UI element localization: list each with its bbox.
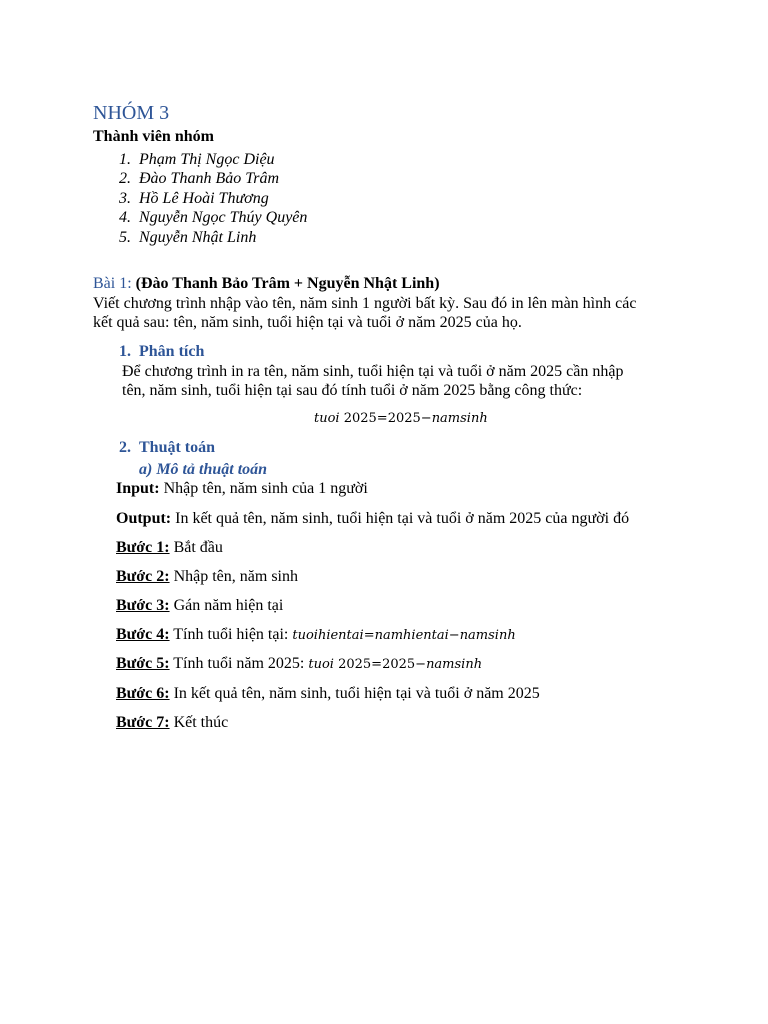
member-name: Phạm Thị Ngọc Diệu — [139, 151, 275, 168]
member-number: 3. — [119, 190, 131, 207]
formula-current-age: tuoihientai=namhientai−namsinh — [292, 628, 516, 643]
step-text: Kết thúc — [169, 714, 229, 731]
exercise-heading — [93, 274, 440, 294]
member-item — [107, 208, 307, 228]
member-number: 5. — [119, 229, 131, 246]
member-name: Đào Thanh Bảo Trâm — [139, 170, 280, 187]
section-heading-algorithm — [107, 438, 215, 458]
step-text: Tính tuổi năm 2025: — [169, 655, 309, 672]
formula-age-2025-inline: tuoi 2025=2025−namsinh — [308, 657, 483, 672]
step-item — [116, 567, 298, 587]
member-item — [107, 228, 256, 248]
group-title: NHÓM 3 — [93, 102, 170, 124]
step-text: Bắt đầu — [169, 539, 223, 556]
member-item — [107, 169, 279, 189]
exercise-description-line: Viết chương trình nhập vào tên, năm sinh 1 người bất kỳ. Sau đó in lên màn hình các — [93, 295, 637, 312]
member-item — [107, 150, 275, 170]
exercise-label: Bài 1: — [93, 275, 132, 292]
member-number: 4. — [119, 209, 131, 226]
step-item — [116, 713, 228, 733]
exercise-authors: (Đào Thanh Bảo Trâm + Nguyễn Nhật Linh) — [135, 275, 440, 292]
step-label: Bước 5: — [116, 655, 170, 672]
analysis-text-line: tên, năm sinh, tuổi hiện tại sau đó tính tuổi ở năm 2025 bằng công thức: — [122, 382, 583, 399]
section-number: 2. — [119, 439, 131, 456]
step-item — [116, 625, 516, 646]
output-line: Output: In kết quả tên, năm sinh, tuổi hiện tại và tuổi ở năm 2025 của người đó — [116, 510, 630, 527]
section-number: 1. — [119, 343, 131, 360]
step-item — [116, 538, 223, 558]
step-text: Nhập tên, năm sinh — [169, 568, 298, 585]
section-title: Thuật toán — [139, 439, 216, 456]
member-name: Hồ Lê Hoài Thương — [139, 190, 269, 207]
input-line: Input: Nhập tên, năm sinh của 1 người — [116, 480, 368, 497]
step-item — [116, 684, 540, 704]
step-label: Bước 1: — [116, 539, 170, 556]
step-label: Bước 7: — [116, 714, 170, 731]
step-label: Bước 3: — [116, 597, 170, 614]
step-label: Bước 2: — [116, 568, 170, 585]
step-text: Tính tuổi hiện tại: — [169, 626, 293, 643]
section-heading-analysis — [107, 342, 204, 362]
formula-age-2025: tuoi 2025=2025−namsinh — [314, 411, 488, 426]
step-label: Bước 4: — [116, 626, 170, 643]
member-name: Nguyễn Ngọc Thúy Quyên — [139, 209, 308, 226]
step-item — [116, 654, 482, 675]
member-number: 1. — [119, 151, 131, 168]
section-title: Phân tích — [139, 343, 205, 360]
step-item — [116, 596, 283, 616]
members-heading: Thành viên nhóm — [93, 128, 214, 145]
member-item — [107, 189, 269, 209]
exercise-description-line: kết quả sau: tên, năm sinh, tuổi hiện tại và tuổi ở năm 2025 của họ. — [93, 314, 522, 331]
member-name: Nguyễn Nhật Linh — [139, 229, 257, 246]
step-text: Gán năm hiện tại — [169, 597, 284, 614]
subsection-title: a) Mô tả thuật toán — [139, 461, 268, 478]
analysis-text-line: Để chương trình in ra tên, năm sinh, tuổi hiện tại và tuổi ở năm 2025 cần nhập — [122, 363, 624, 380]
member-number: 2. — [119, 170, 131, 187]
step-label: Bước 6: — [116, 685, 170, 702]
step-text: In kết quả tên, năm sinh, tuổi hiện tại và tuổi ở năm 2025 — [169, 685, 540, 702]
